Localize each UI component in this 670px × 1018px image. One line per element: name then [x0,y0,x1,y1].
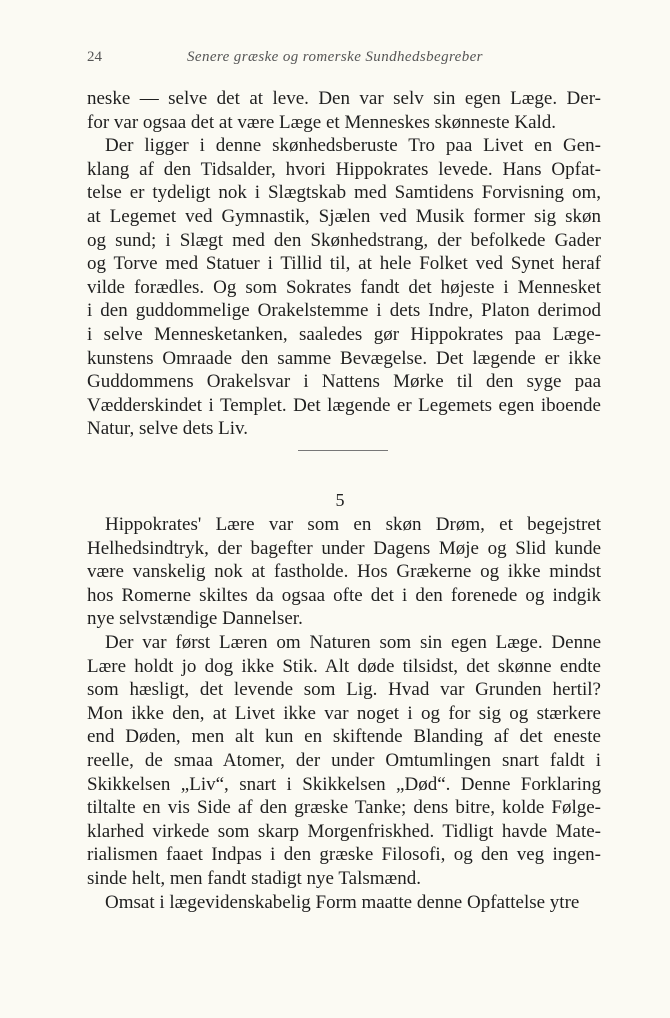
text-line: være vanskelig nok at fastholde. Hos Grækerne og ikke mindst [87,561,601,583]
text-line: end Døden, men alt kun en skiftende Blanding af det eneste [87,726,601,748]
page-number: 24 [87,49,102,65]
text-line: i den guddommelige Orakelstemme i dets Indre, Platon derimod [87,300,601,322]
text-line: Der ligger i denne skønhedsberuste Tro paa Livet en Gen- [105,135,601,157]
text-line: nye selvstændige Dannelser. [87,608,303,630]
text-line: rialismen faaet Indpas i den græske Filosofi, og den veg ingen- [87,844,601,866]
text-line: Der var først Læren om Naturen som sin egen Læge. Denne [105,631,601,653]
text-line: hos Romerne skiltes da ogsaa ofte det i den forenede og indgik [87,584,601,606]
text-line: som hæsligt, det levende som Lig. Hvad var Grunden hertil? [87,679,601,701]
text-line: Helhedsindtryk, der bagefter under Dagens Møje og Slid kunde [87,537,601,559]
section-divider [298,450,388,451]
text-line: og sund; i Slægt med den Skønhedstrang, der befolkede Gader [87,229,601,251]
running-title: Senere græske og romerske Sundhedsbegreber [187,49,483,65]
text-line: sinde helt, men fandt stadigt nye Talsmænd. [87,867,421,889]
text-line: i selve Menneskеtanken, saaledes gør Hippokrates paa Læge- [87,323,601,345]
text-line: Mon ikke den, at Livet ikke var noget i og for sig og stærkere [87,702,601,724]
text-line: Guddommens Orakelsvar i Nattens Mørke til den syge paa [87,371,601,393]
section-number: 5 [335,490,345,510]
running-head [87,49,587,69]
text-line: reelle, de smaa Atomer, der under Omtumlingen snart faldt i [87,749,601,771]
text-line: Vædderskindet i Templet. Det lægende er Legemets egen iboende [87,394,601,416]
text-line: for var ogsaa det at være Læge et Menneskes skønneste Kald. [87,111,557,133]
text-line: Hippokrates' Lære var som en skøn Drøm, et begejstret [105,514,601,535]
text-line: telse er tydeligt nok i Slægtskab med Samtidens Forvisning om, [87,182,601,204]
text-line: tiltalte en vis Side af den græske Tanke; dens bitre, kolde Følge- [87,797,601,819]
text-line: Skikkelsen „Liv“, snart i Skikkelsen „Død“. Denne Forklaring [87,773,601,795]
text-line: klang af den Tidsalder, hvori Hippokrates levede. Hans Opfat- [87,158,601,180]
section-5-text [87,513,601,914]
text-line: neske — selve det at leve. Den var selv sin egen Læge. Der- [87,88,601,109]
text-line: vilde forædles. Og som Sokrates fandt det højeste i Mennesket [87,276,601,298]
section-text-continued [87,87,601,441]
text-line: at Legemet ved Gymnastik, Sjælen ved Musik former sig skøn [87,205,601,227]
text-line: og Torve med Statuer i Tillid til, at hele Folket ved Synet heraf [87,253,601,275]
text-line: Omsat i lægevidenskabelig Form maatte denne Opfattelse ytre [105,891,580,913]
text-line: kunstens Omraade den samme Bevægelse. Det lægende er ikke [87,347,601,369]
text-line: Natur, selve dets Liv. [87,418,249,440]
text-line: klarhed virkede som skarp Morgenfriskhed. Tidligt havde Mate- [87,820,601,842]
text-line: Lære holdt jo dog ikke Stik. Alt døde tilsidst, det skønne endte [87,655,601,677]
